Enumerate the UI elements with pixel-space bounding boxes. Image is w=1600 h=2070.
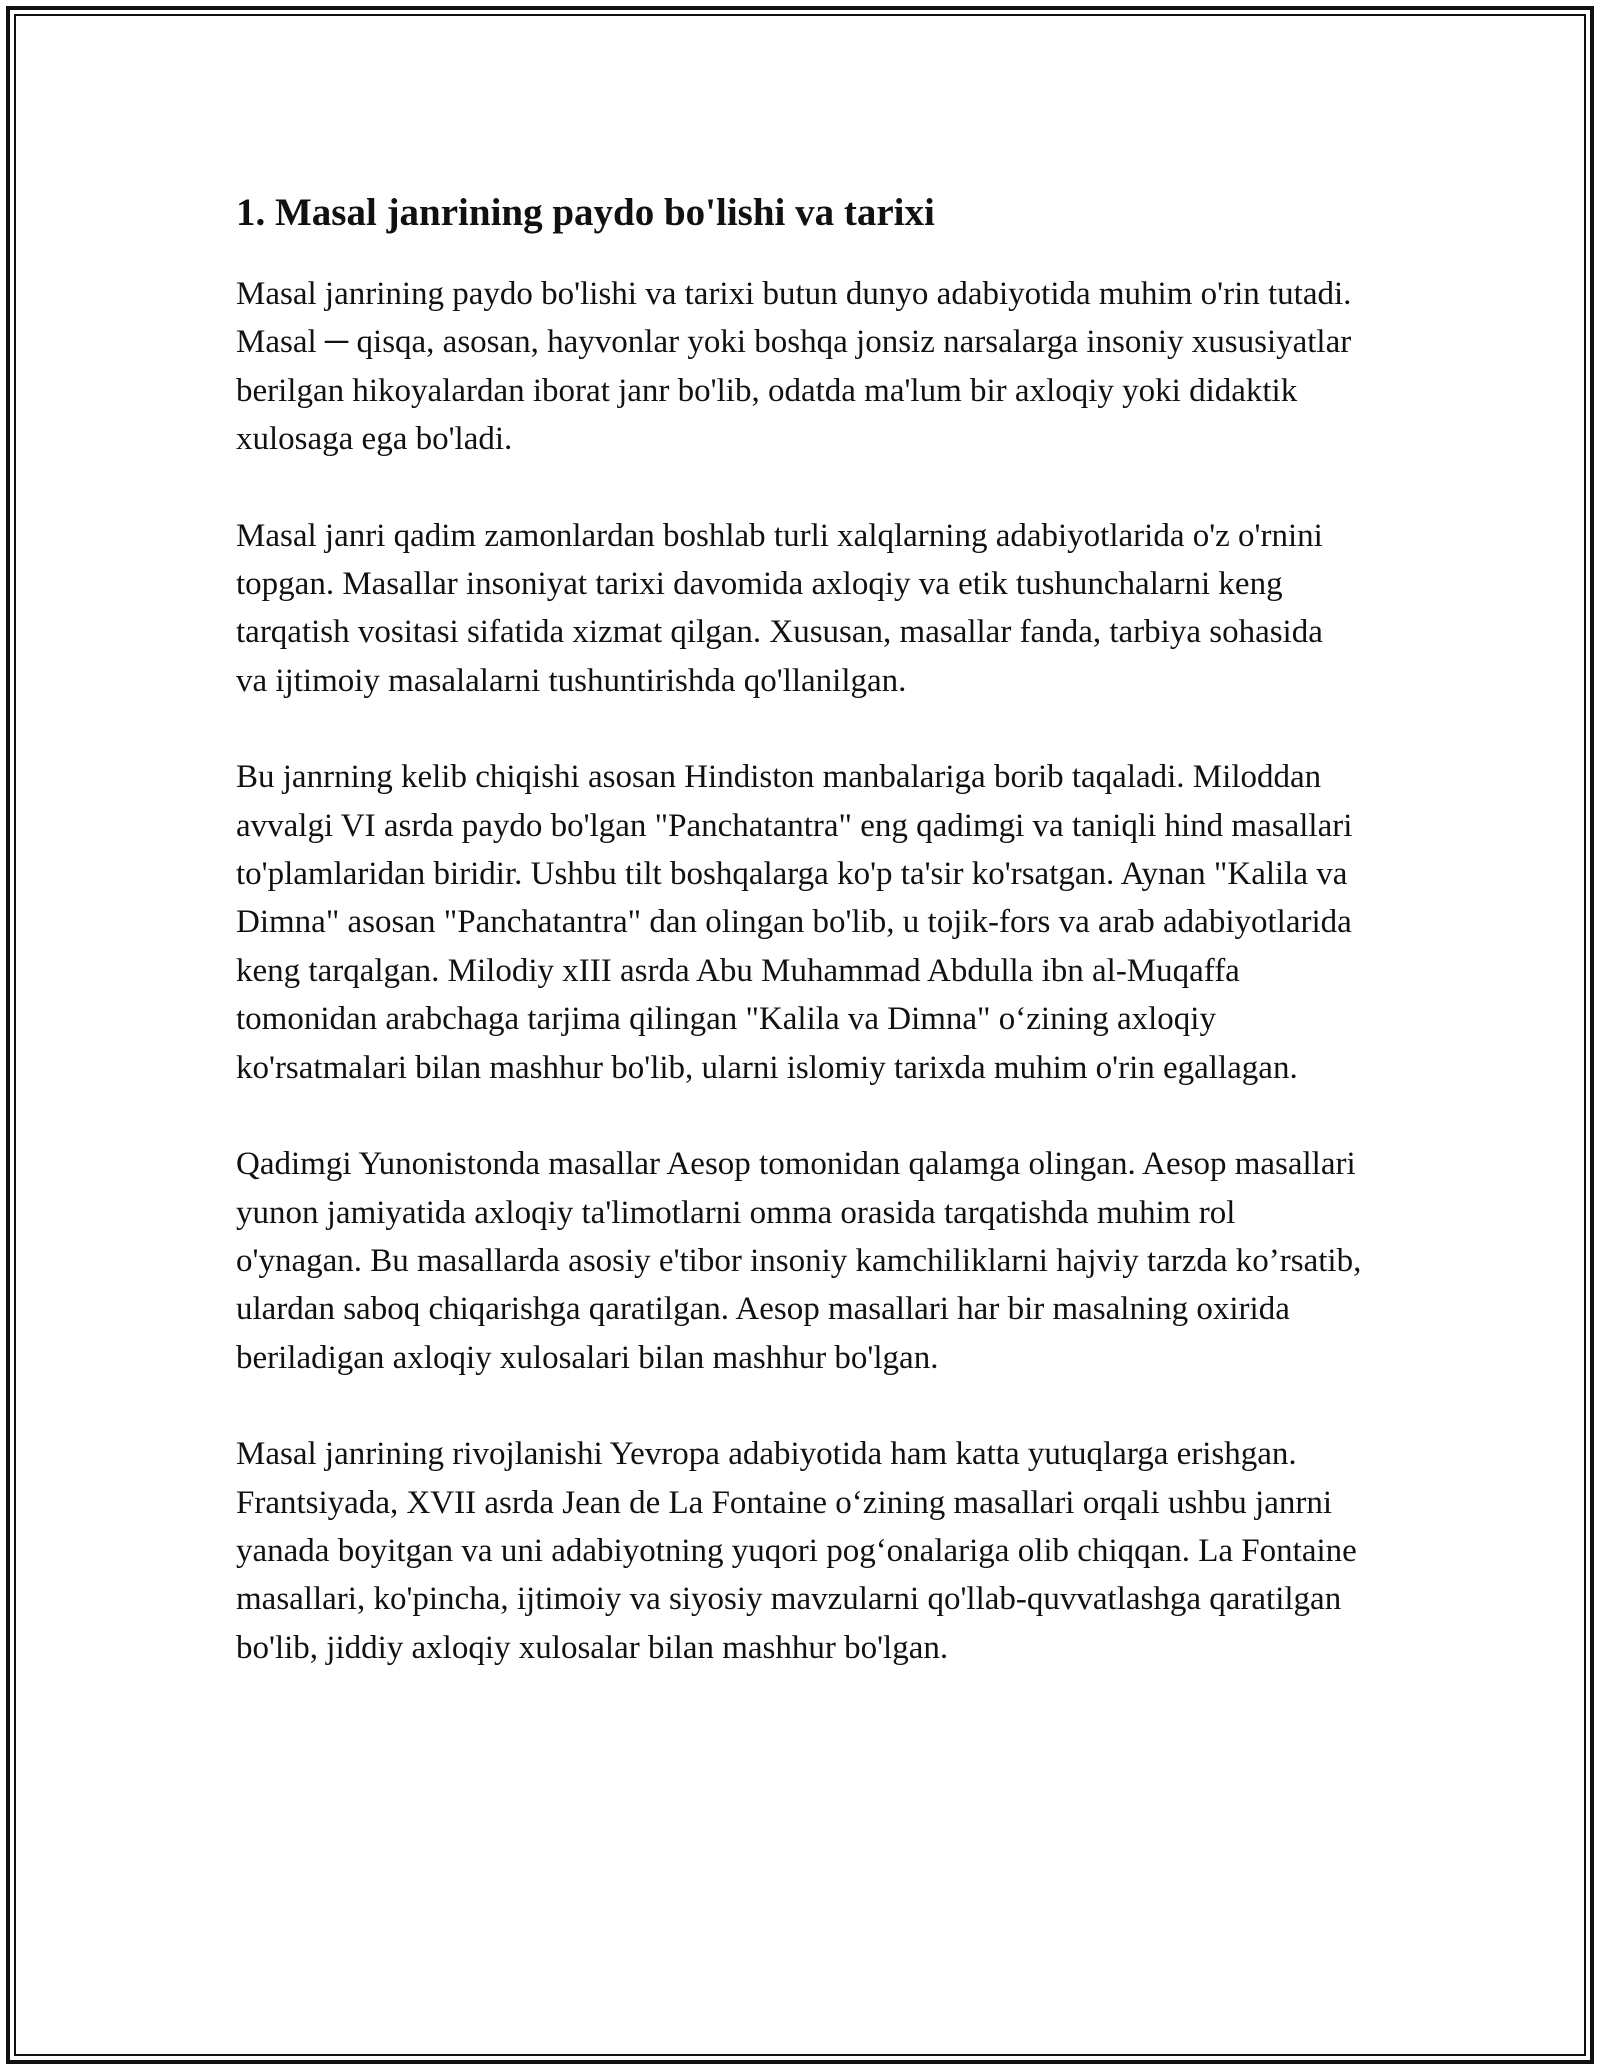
- paragraph-ancient-origins: Masal janri qadim zamonlardan boshlab turli xalqlarning adabiyotlarida o'z o'rnini topgan. Masallar insoniyat tarixi davomida axloqiy va etik tushunchalarni keng tarqatish vositasi sifatida xizmat qilgan. Xususan, masallar fanda, tarbiya sohasida va ijtimoiy masalalarni tushuntirishda qo'llanilgan.: [236, 517, 1323, 699]
- paragraph-greece: Qadimgi Yunonistonda masallar Aesop tomonidan qalamga olingan. Aesop masallari yunon jamiyatida axloqiy ta'limotlarni omma orasida tarqatishda muhim rol o'ynagan. Bu masallarda asosiy e'tibor insoniy kamchiliklarni hajviy tarzda ko’rsatib, ulardan saboq chiqarishga qaratilgan. Aesop masallari har bir masalning oxirida beriladigan axloqiy xulosalari bilan mashhur bo'lgan.: [236, 1146, 1362, 1376]
- document-body: [236, 186, 1362, 1720]
- paragraph-europe: Masal janrining rivojlanishi Yevropa adabiyotida ham katta yutuqlarga erishgan. Frantsiyada, XVII asrda Jean de La Fontaine o‘zining masallari orqali ushbu janrni yanada boyitgan va uni adabiyotning yuqori pog‘onalariga olib chiqqan. La Fontaine masallari, ko'pincha, ijtimoiy va siyosiy mavzularni qo'llab-quvvatlashga qaratilgan bo'lib, jiddiy axloqiy xulosalar bilan mashhur bo'lgan.: [236, 1436, 1357, 1666]
- paragraph-intro: Masal janrining paydo bo'lishi va tarixi butun dunyo adabiyotida muhim o'rin tutadi. Masal ─ qisqa, asosan, hayvonlar yoki boshqa jonsiz narsalarga insoniy xususiyatlar berilgan hikoyalardan iborat janr bo'lib, odatda ma'lum bir axloqiy yoki didaktik xulosaga ega bo'ladi.: [236, 276, 1352, 458]
- paragraph-india: Bu janrning kelib chiqishi asosan Hindiston manbalariga borib taqaladi. Miloddan avvalgi VI asrda paydo bo'lgan "Panchatantra" eng qadimgi va taniqli hind masallari to'plamlaridan biridir. Ushbu tilt boshqalarga ko'p ta'sir ko'rsatgan. Aynan "Kalila va Dimna" asosan "Panchatantra" dan olingan bo'lib, u tojik-fors va arab adabiyotlarida keng tarqalgan. Milodiy xIII asrda Abu Muhammad Abdulla ibn al-Muqaffa tomonidan arabchaga tarjima qilingan "Kalila va Dimna" o‘zining axloqiy ko'rsatmalari bilan mashhur bo'lib, ularni islomiy tarixda muhim o'rin egallagan.: [236, 759, 1353, 1086]
- section-heading: 1. Masal janrining paydo bo'lishi va tarixi: [236, 191, 935, 234]
